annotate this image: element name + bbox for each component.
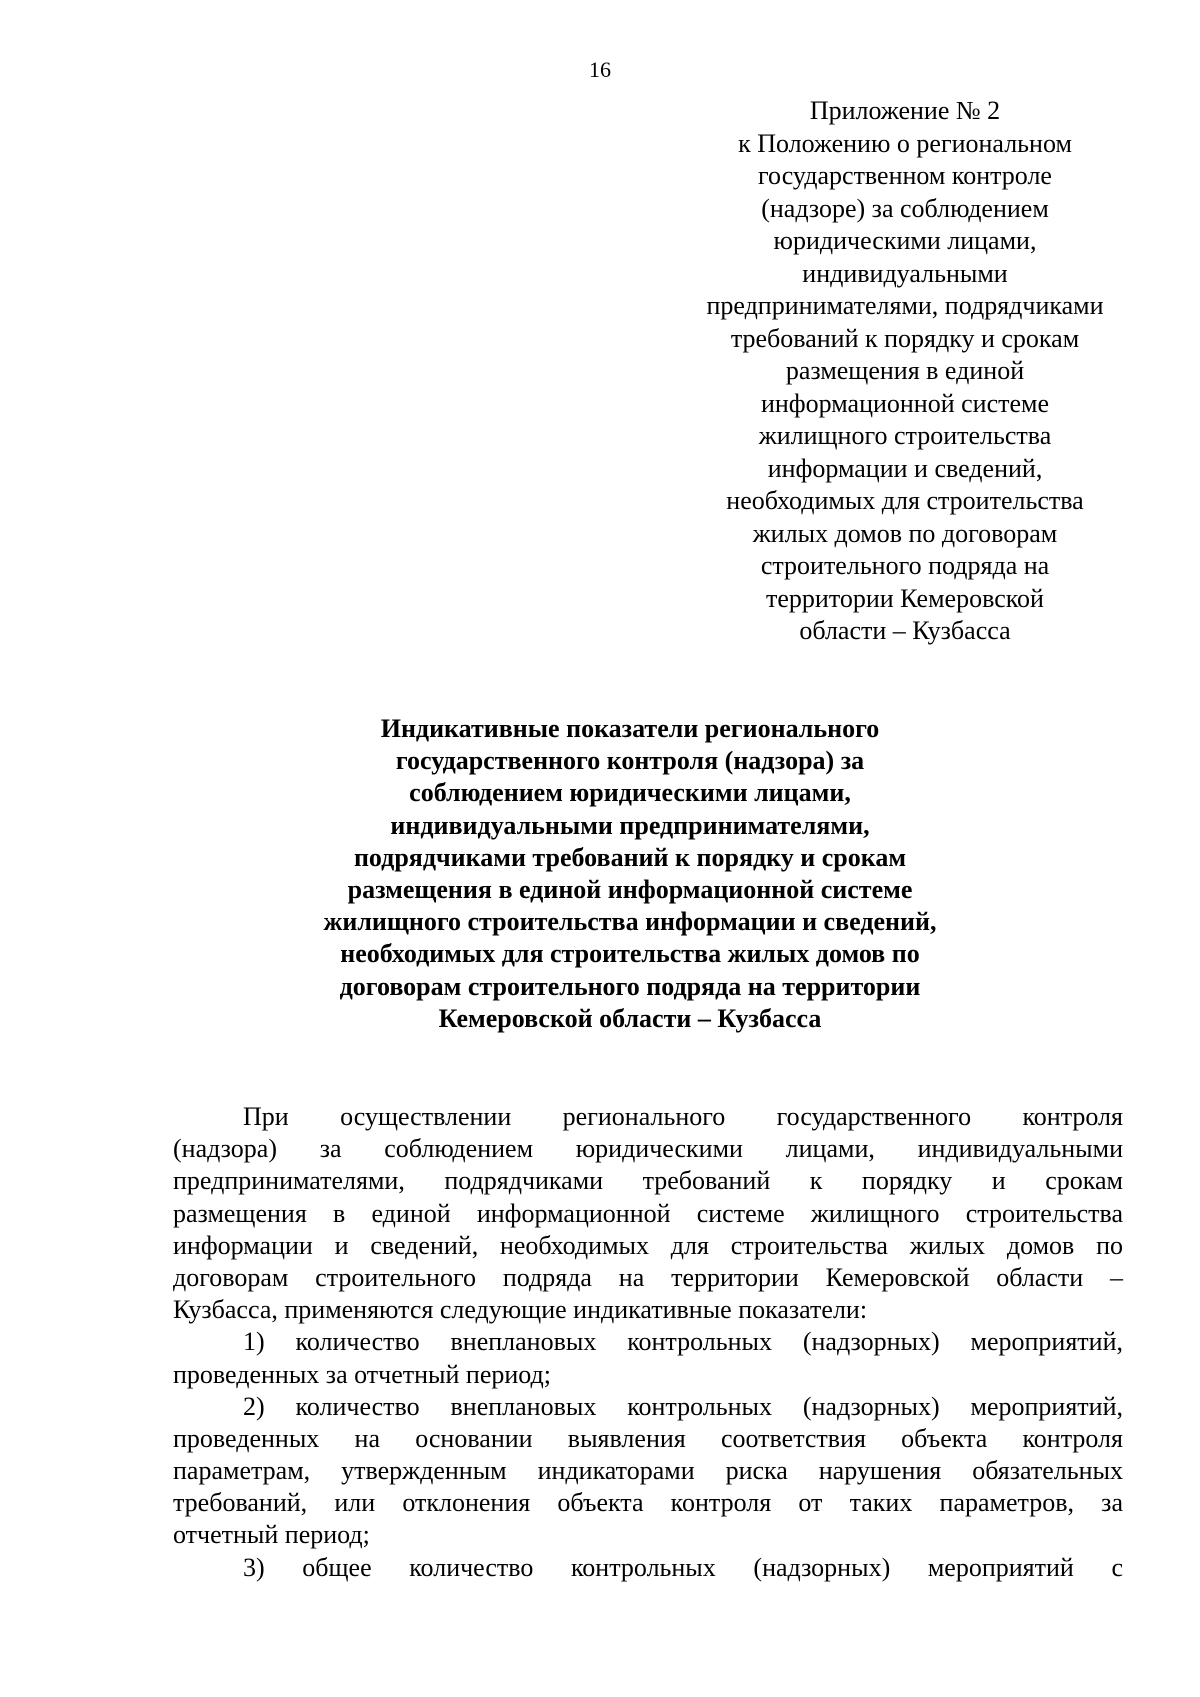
title-line: необходимых для строительства жилых домов по <box>340 939 920 969</box>
annex-line: к Положению о региональном <box>738 128 1072 158</box>
body-line: Кузбасса, применяются следующие индикативные показатели: <box>173 1295 868 1325</box>
page-number: 16 <box>589 57 611 82</box>
annex-line: требований к порядку и срокам <box>730 323 1080 353</box>
title-line: Кемеровской области – Кузбасса <box>438 1003 822 1033</box>
list-item-2-line: параметрам, утвержденным индикаторами риска нарушения обязательных <box>173 1456 1123 1486</box>
annex-line: предпринимателями, подрядчиками <box>706 291 1104 320</box>
annex-line: (надзоре) за соблюдением <box>761 193 1049 223</box>
annex-line: территории Кемеровской <box>766 583 1044 613</box>
title-line: индивидуальными предпринимателями, <box>390 810 870 840</box>
annex-line: юридическими лицами, <box>773 226 1037 255</box>
list-item-2-line: 2) количество внеплановых контрольных (надзорных) мероприятий, <box>243 1391 1123 1421</box>
annex-line: строительного подряда на <box>760 551 1050 580</box>
annex-line: области – Кузбасса <box>799 616 1011 645</box>
title-line: договорам строительного подряда на территории <box>339 971 921 1001</box>
title-line: жилищного строительства информации и сведений, <box>323 907 937 937</box>
annex-line: информации и сведений, <box>767 453 1043 483</box>
annex-line: государственном контроле <box>758 161 1052 190</box>
title-line: подрядчиками требований к порядку и срокам <box>353 842 907 872</box>
body-line: информации и сведений, необходимых для строительства жилых домов по <box>173 1230 1123 1260</box>
list-item-3-line: 3) общее количество контрольных (надзорных) мероприятий с <box>243 1552 1123 1582</box>
list-item-1-line: 1) количество внеплановых контрольных (надзорных) мероприятий, <box>243 1327 1123 1357</box>
title-line: Индикативные показатели регионального <box>380 714 880 743</box>
annex-line: индивидуальными <box>802 258 1008 288</box>
list-item-1-line: проведенных за отчетный период; <box>173 1359 551 1389</box>
annex-line: жилищного строительства <box>758 421 1052 450</box>
document-title <box>250 713 1010 1035</box>
body-line: договорам строительного подряда на территории Кемеровской области – <box>173 1262 1123 1292</box>
list-item-2-line: отчетный период; <box>173 1520 370 1550</box>
annex-line: необходимых для строительства <box>726 486 1084 515</box>
body-line: размещения в единой информационной системе жилищного строительства <box>173 1198 1123 1228</box>
title-line: размещения в единой информационной системе <box>347 875 913 905</box>
body-line: (надзора) за соблюдением юридическими лицами, индивидуальными <box>173 1134 1123 1164</box>
annex-line: Приложение № 2 <box>809 96 1001 125</box>
title-line: соблюдением юридическими лицами, <box>409 778 851 808</box>
list-item-2-line: требований, или отклонения объекта контроля от таких параметров, за <box>173 1488 1123 1518</box>
annex-line: размещения в единой <box>785 356 1025 385</box>
title-line: государственного контроля (надзора) за <box>395 746 865 776</box>
annex-reference <box>670 95 1140 648</box>
body-line: При осуществлении регионального государственного контроля <box>243 1102 1123 1131</box>
body-line: предпринимателями, подрядчиками требований к порядку и срокам <box>173 1166 1123 1196</box>
list-item-2-line: проведенных на основании выявления соответствия объекта контроля <box>173 1423 1123 1453</box>
annex-line: жилых домов по договорам <box>752 518 1058 548</box>
annex-line: информационной системе <box>760 388 1050 418</box>
body-text <box>173 1101 1123 1584</box>
